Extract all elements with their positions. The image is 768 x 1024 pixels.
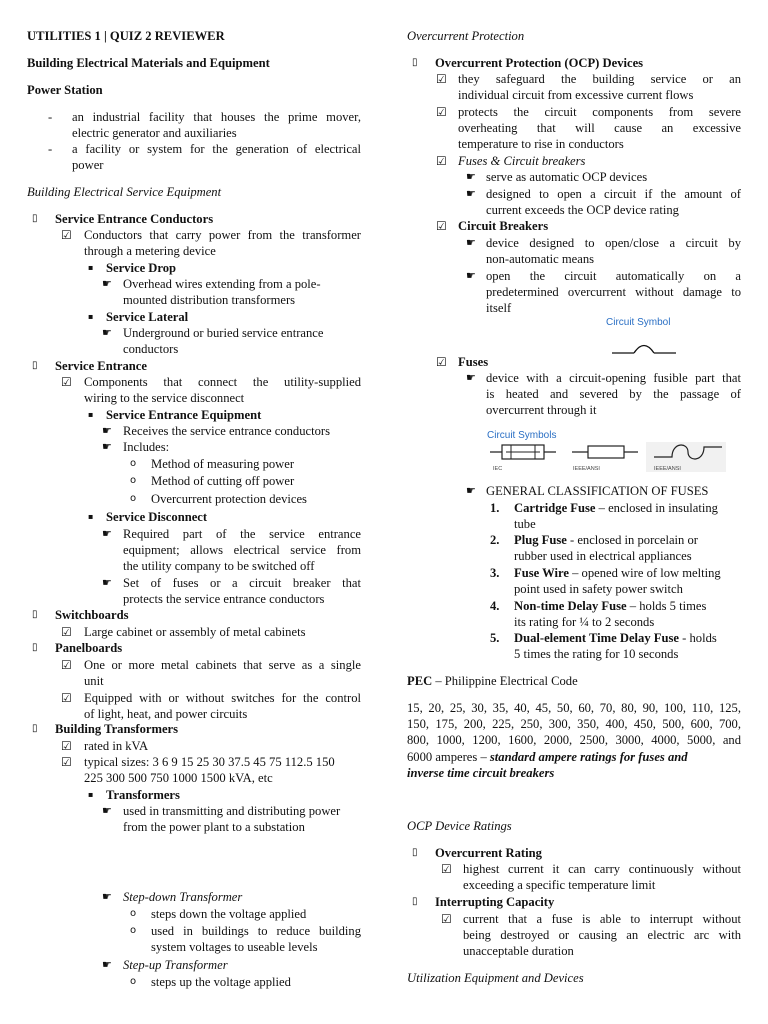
pointing-hand-icon: ☛ [102,527,112,540]
checkbox-icon: ☑ [441,912,452,926]
item-heading: Circuit Breakers [458,219,549,233]
list-number: 3. [490,566,500,580]
circle-bullet-icon: o [130,925,137,936]
text-line: unit [84,674,104,688]
fuse-type: Dual-element Time Delay Fuse [514,631,679,645]
text-line: temperature to rise in conductors [458,137,624,151]
text-line: protects the service entrance conductors [123,592,325,606]
fuse-type: Plug Fuse [514,533,567,547]
text-line: overheating that will cause an excessive [458,121,741,135]
text-line: Receives the service entrance conductors [123,424,330,438]
circle-bullet-icon: o [130,475,137,486]
text-line: 6000 amperes – [407,750,490,764]
list-number: 1. [490,501,500,515]
circuit-symbol-label: Circuit Symbol [606,317,671,328]
text-line: 5 times the rating for 10 seconds [514,647,679,661]
checkbox-icon: ☑ [61,625,72,639]
pointing-hand-icon: ☛ [102,576,112,589]
text-line: current exceeds the OCP device rating [486,203,679,217]
fuse-type: Fuse Wire [514,566,569,580]
text-line: rated in kVA [84,739,149,753]
checkbox-icon: ☑ [441,862,452,876]
text-line: exceeding a specific temperature limit [463,878,656,892]
text-line: typical sizes: 3 6 9 15 25 30 37.5 45 75 112.5 150 [84,755,335,769]
box-bullet-icon: ▯ [412,847,418,858]
text-line: being destroyed or causing an electric arc with [463,928,741,942]
text-line: predetermined overcurrent without damage to [486,285,741,299]
text-line: - holds [678,631,717,645]
text-line: the utility company to be switched off [123,559,315,573]
text-line: Method of measuring power [151,457,295,471]
checkbox-icon: ☑ [61,755,72,769]
item-heading: Interrupting Capacity [435,895,555,909]
text-line: Overcurrent protection devices [151,492,307,506]
pointing-hand-icon: ☛ [466,484,476,497]
text-line: Underground or buried service entrance [123,326,324,340]
text-line: itself [486,301,512,315]
section-heading: OCP Device Ratings [407,819,512,833]
circuit-symbols-label: Circuit Symbols [487,430,557,441]
list-number: 5. [490,631,500,645]
item-heading: Transformers [106,788,180,802]
section-heading: Overcurrent Protection [407,29,525,43]
item-heading: Service Entrance Equipment [106,408,262,422]
text-line: of light, heat, and power circuits [84,707,248,721]
square-bullet-icon: ▪ [88,312,94,321]
circle-bullet-icon: o [130,493,137,504]
text-line: equipment; allows electrical service from [123,543,361,557]
text-line: open the circuit automatically on a [486,269,741,283]
item-heading: Service Entrance Conductors [55,212,214,226]
text-line: – holds 5 times [626,599,707,613]
text-line: 15, 20, 25, 30, 35, 40, 45, 50, 60, 70, 80, 90, 100, 110, 125, [407,701,741,715]
text-line: an industrial facility that houses the prime mover, [72,110,361,124]
text-line: device with a circuit-opening fusible part that [486,371,741,385]
checkbox-icon: ☑ [61,375,72,389]
text-line: point used in safety power switch [514,582,683,596]
item-heading: Service Lateral [106,310,189,324]
box-bullet-icon: ▯ [412,57,418,68]
text-line: - enclosed in porcelain or [566,533,698,547]
text-line: device designed to open/close a circuit by [486,236,741,250]
text-line: its rating for ¼ to 2 seconds [514,615,655,629]
text-line: rubber used in electrical appliances [514,549,692,563]
checkbox-icon: ☑ [61,228,72,242]
item-heading: Panelboards [55,641,123,655]
item-heading: Fuses [458,355,489,369]
text-line: – Philippine Electrical Code [432,674,578,688]
pointing-hand-icon: ☛ [466,170,476,183]
text-line: overcurrent through it [486,403,597,417]
box-bullet-icon: ▯ [32,642,38,653]
text-line: Set of fuses or a circuit breaker that [123,576,361,590]
pointing-hand-icon: ☛ [102,424,112,437]
text-line: Method of cutting off power [151,474,295,488]
pointing-hand-icon: ☛ [466,371,476,384]
section-title: Building Electrical Materials and Equipment [27,56,270,70]
text-line: is heated and severed by the passage of [486,387,741,401]
text-line: – opened wire of low melting [568,566,721,580]
text-line: protects the circuit components from severe [458,105,741,119]
circle-bullet-icon: o [130,458,137,469]
text-line: tube [514,517,536,531]
checkbox-icon: ☑ [436,72,447,86]
text-line: from the power plant to a substation [123,820,305,834]
square-bullet-icon: ▪ [88,263,94,272]
pointing-hand-icon: ☛ [466,269,476,282]
circle-bullet-icon: o [130,976,137,987]
text-line: electric generator and auxiliaries [72,126,237,140]
fuse-type: Cartridge Fuse [514,501,596,515]
fuse-type: Non-time Delay Fuse [514,599,627,613]
pointing-hand-icon: ☛ [466,236,476,249]
text-line: steps down the voltage applied [151,907,307,921]
text-line: system voltages to useable levels [151,940,318,954]
checkbox-icon: ☑ [436,219,447,233]
item-heading: Switchboards [55,608,129,622]
checkbox-icon: ☑ [436,154,447,168]
text-line: Fuses & Circuit breakers [458,154,586,168]
pointing-hand-icon: ☛ [102,277,112,290]
dash-bullet: - [48,110,53,124]
text-line: current that a fuse is able to interrupt without [463,912,741,926]
text-line: standard ampere ratings for fuses and [489,750,688,764]
text-line: Conductors that carry power from the transformer [84,228,361,242]
circuit-breaker-symbol-icon [610,336,678,358]
text-line: GENERAL CLASSIFICATION OF FUSES [486,484,709,498]
pointing-hand-icon: ☛ [102,440,112,453]
item-heading: Overcurrent Protection (OCP) Devices [435,56,644,70]
fuse-symbols-icon [488,440,728,474]
checkbox-icon: ☑ [61,739,72,753]
text-line: a facility or system for the generation of electrical [72,142,361,156]
square-bullet-icon: ▪ [88,790,94,799]
circle-bullet-icon: o [130,908,137,919]
text-line: used in buildings to reduce building [151,924,361,938]
item-heading: Service Drop [106,261,177,275]
box-bullet-icon: ▯ [32,360,38,371]
text-line: conductors [123,342,179,356]
square-bullet-icon: ▪ [88,512,94,521]
checkbox-icon: ☑ [61,691,72,705]
text-line: power [72,158,104,172]
text-line: Components that connect the utility-supplied [84,375,361,389]
text-line: Equipped with or without switches for the control [84,691,361,705]
text-line: unacceptable duration [463,944,574,958]
item-heading: Overcurrent Rating [435,846,542,860]
text-line: Large cabinet or assembly of metal cabinets [84,625,306,639]
checkbox-icon: ☑ [61,658,72,672]
text-line: serve as automatic OCP devices [486,170,648,184]
text-line: Overhead wires extending from a pole- [123,277,321,291]
text-line: 800, 1000, 1200, 1600, 2000, 2500, 3000, 4000, 5000, and [407,733,741,747]
text-line: Step-up Transformer [123,958,228,972]
symbol-label-ieee: IEEE/ANSI [573,466,600,472]
text-line: through a metering device [84,244,216,258]
item-heading: Service Entrance [55,359,147,373]
pointing-hand-icon: ☛ [102,958,112,971]
box-bullet-icon: ▯ [32,609,38,620]
text-line: – enclosed in insulating [595,501,718,515]
box-bullet-icon: ▯ [32,723,38,734]
text-line: 150, 175, 200, 225, 250, 300, 350, 400, 450, 500, 600, 700, [407,717,741,731]
text-line: designed to open a circuit if the amount of [486,187,741,201]
list-number: 4. [490,599,500,613]
box-bullet-icon: ▯ [412,896,418,907]
text-line: inverse time circuit breakers [407,766,555,780]
symbol-label-iec: IEC [493,466,503,472]
checkbox-icon: ☑ [436,355,447,369]
box-bullet-icon: ▯ [32,213,38,224]
text-line: One or more metal cabinets that serve as a single [84,658,361,672]
pointing-hand-icon: ☛ [102,804,112,817]
text-line: Step-down Transformer [123,890,243,904]
item-heading: Building Transformers [55,722,179,736]
pointing-hand-icon: ☛ [102,890,112,903]
pointing-hand-icon: ☛ [466,187,476,200]
document-title: UTILITIES 1 | QUIZ 2 REVIEWER [27,29,225,43]
pec-abbrev: PEC [407,674,433,688]
text-line: 225 300 500 750 1000 1500 kVA, etc [84,771,273,785]
item-heading: Service Disconnect [106,510,208,524]
square-bullet-icon: ▪ [88,410,94,419]
text-line: Required part of the service entrance [123,527,361,541]
dash-bullet: - [48,142,53,156]
text-line: non-automatic means [486,252,595,266]
text-line: individual circuit from excessive current flows [458,88,694,102]
section-heading: Utilization Equipment and Devices [407,971,584,985]
checkbox-icon: ☑ [436,105,447,119]
symbol-label-ieee: IEEE/ANSI [654,466,681,472]
text-line: highest current it can carry continuously without [463,862,741,876]
heading-power-station: Power Station [27,83,103,97]
text-line: mounted distribution transformers [123,293,296,307]
text-line: Includes: [123,440,170,454]
pointing-hand-icon: ☛ [102,326,112,339]
section-heading: Building Electrical Service Equipment [27,185,222,199]
list-number: 2. [490,533,500,547]
text-line: used in transmitting and distributing power [123,804,341,818]
text-line: wiring to the service disconnect [84,391,245,405]
text-line: steps up the voltage applied [151,975,291,989]
text-line: they safeguard the building service or an [458,72,741,86]
